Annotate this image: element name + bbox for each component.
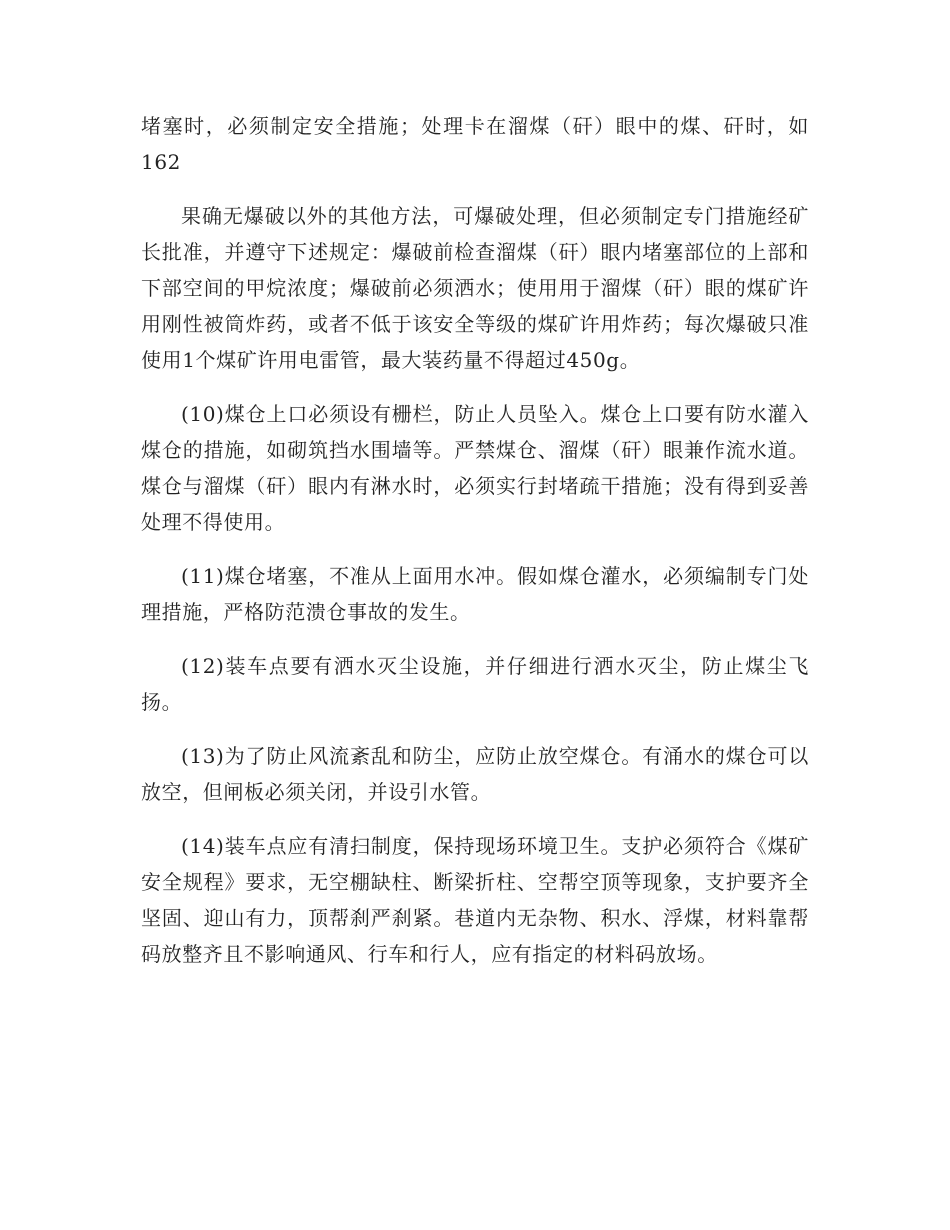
document-body [141,108,809,990]
paragraph-2: 果确无爆破以外的其他方法，可爆破处理，但必须制定专门措施经矿长批准，并遵守下述规定：爆破前检查溜煤（矸）眼内堵塞部位的上部和下部空间的甲烷浓度；爆破前必须洒水；使用用于溜煤（矸）眼的煤矿许用刚性被筒炸药，或者不低于该安全等级的煤矿许用炸药；每次爆破只准使用1个煤矿许用电雷管，最大装药量不得超过450g。 [141,204,809,372]
paragraph-3: (10)煤仓上口必须设有栅栏，防止人员坠入。煤仓上口要有防水灌入煤仓的措施，如砌筑挡水围墙等。严禁煤仓、溜煤（矸）眼兼作流水道。煤仓与溜煤（矸）眼内有淋水时，必须实行封堵疏干措施；没有得到妥善处理不得使用。 [141,402,809,534]
paragraph-7: (14)装车点应有清扫制度，保持现场环境卫生。支护必须符合《煤矿安全规程》要求，无空棚缺柱、断梁折柱、空帮空顶等现象，支护要齐全坚固、迎山有力，顶帮刹严刹紧。巷道内无杂物、积水、浮煤，材料靠帮码放整齐且不影响通风、行车和行人，应有指定的材料码放场。 [141,834,809,966]
paragraph-4: (11)煤仓堵塞，不准从上面用水冲。假如煤仓灌水，必须编制专门处理措施，严格防范溃仓事故的发生。 [141,564,809,624]
paragraph-1: 堵塞时，必须制定安全措施；处理卡在溜煤（矸）眼中的煤、矸时，如162 [141,114,809,174]
paragraph-6: (13)为了防止风流紊乱和防尘，应防止放空煤仓。有涌水的煤仓可以放空，但闸板必须关闭，并设引水管。 [141,744,809,804]
paragraph-5: (12)装车点要有洒水灭尘设施，并仔细进行洒水灭尘，防止煤尘飞扬。 [141,654,809,714]
